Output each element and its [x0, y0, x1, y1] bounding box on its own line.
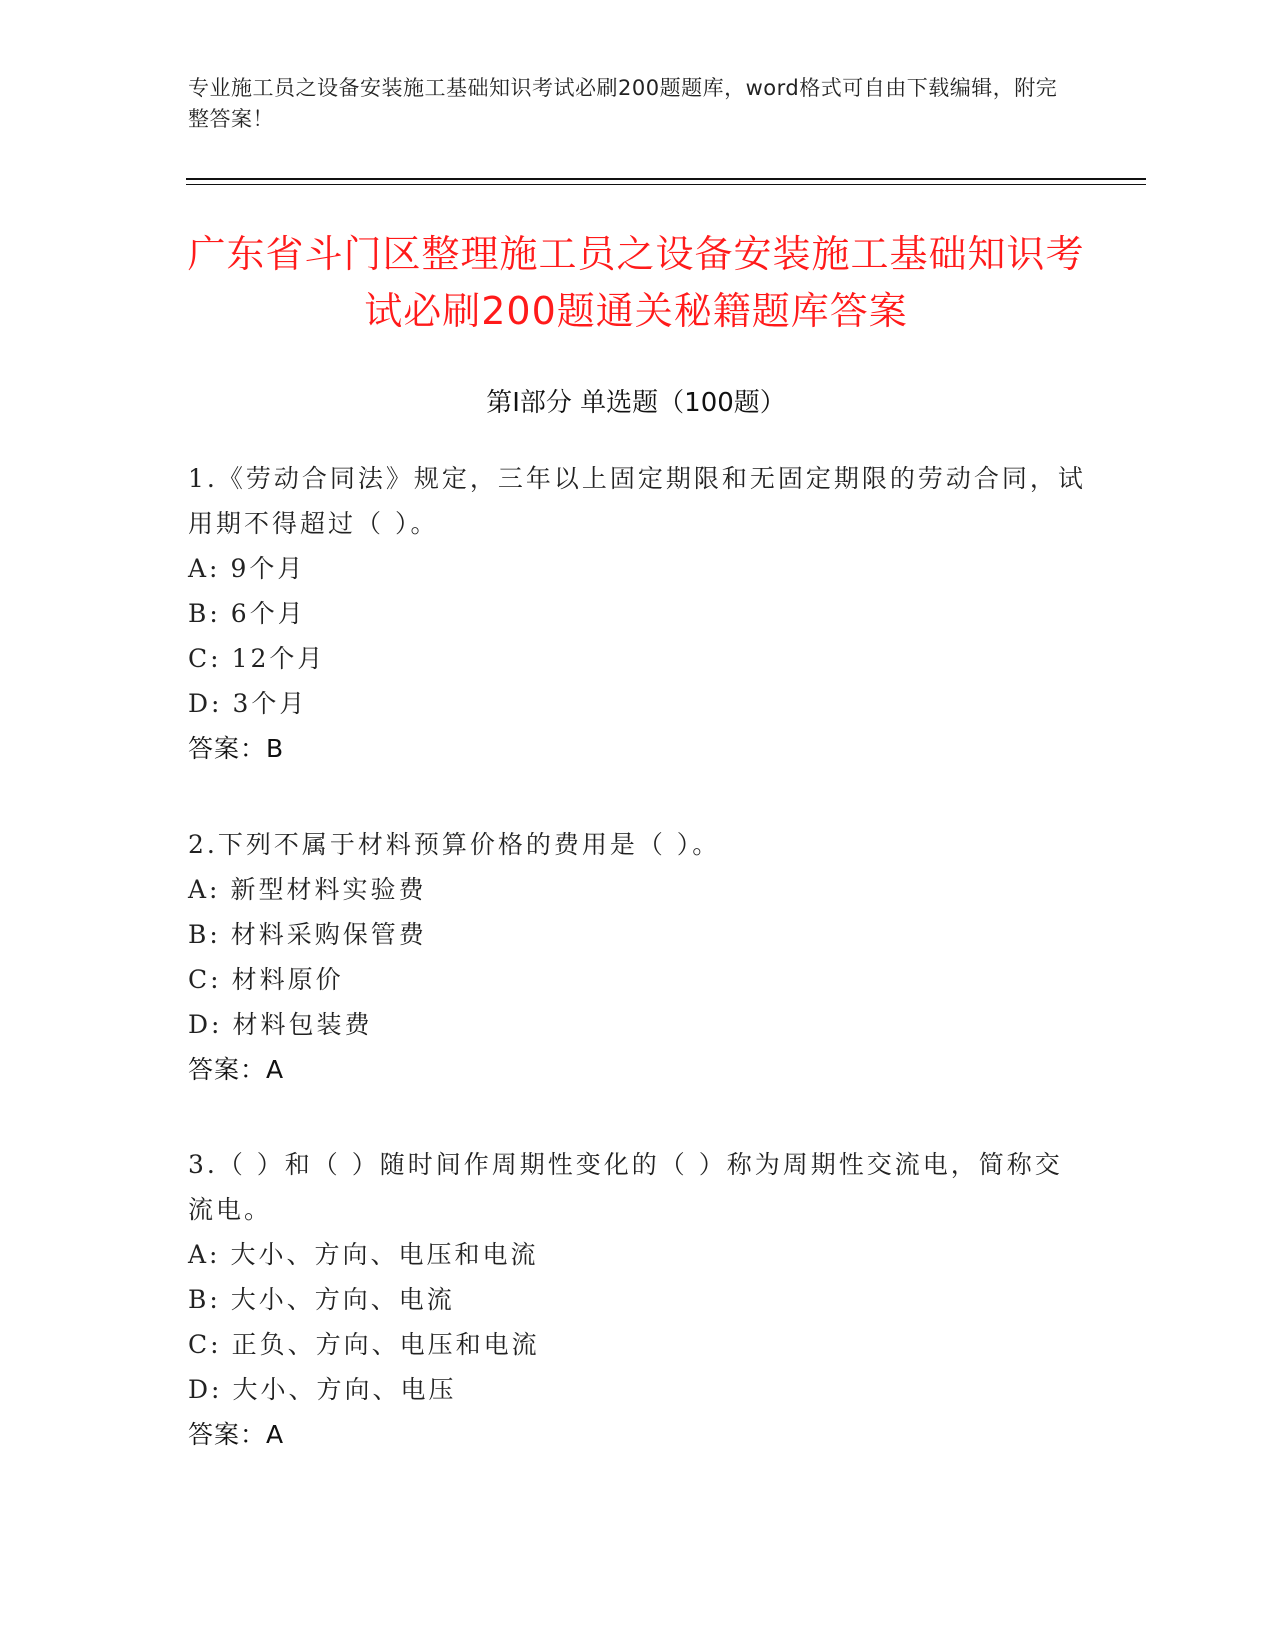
option-d: [188, 681, 1088, 726]
option-a: [188, 546, 1088, 591]
option-letter: D:: [188, 1375, 223, 1404]
option-text: 材料原价: [231, 965, 344, 994]
answer-label: 答案：B: [188, 734, 285, 763]
option-text: 6个月: [230, 599, 306, 628]
question-stem: 1.《劳动合同法》规定，三年以上固定期限和无固定期限的劳动合同，试用期不得超过（ ）。: [188, 464, 1086, 538]
option-b: [188, 1277, 1088, 1322]
answer-label: 答案：A: [188, 1055, 285, 1084]
option-d: [188, 1367, 1088, 1412]
option-text: 大小、方向、电压: [232, 1375, 457, 1404]
option-text: 材料采购保管费: [230, 920, 427, 949]
option-letter: B:: [188, 1285, 221, 1314]
option-text: 大小、方向、电流: [230, 1285, 455, 1314]
option-letter: A:: [188, 554, 221, 583]
option-b: [188, 912, 1088, 957]
option-c: [188, 636, 1088, 681]
option-text: 12个月: [231, 644, 326, 673]
header-divider-thick: [186, 178, 1146, 180]
document-title: 广东省斗门区整理施工员之设备安装施工基础知识考试必刷200题通关秘籍题库答案: [187, 232, 1085, 333]
header-note: 专业施工员之设备安装施工基础知识考试必刷200题题库，word格式可自由下载编辑，附完整答案！: [188, 76, 1058, 131]
option-a: [188, 867, 1088, 912]
option-text: 材料包装费: [232, 1010, 373, 1039]
option-text: 大小、方向、电压和电流: [230, 1240, 539, 1269]
option-letter: B:: [188, 920, 221, 949]
option-letter: C:: [188, 1330, 222, 1359]
option-letter: A:: [188, 875, 221, 904]
header-divider-thin: [186, 184, 1146, 185]
question-stem: 2.下列不属于材料预算价格的费用是（ ）。: [188, 830, 721, 859]
option-letter: C:: [188, 644, 222, 673]
option-letter: C:: [188, 965, 222, 994]
option-c: [188, 957, 1088, 1002]
option-text: 3个月: [232, 689, 308, 718]
question-3: [188, 1142, 1088, 1457]
question-1: [188, 456, 1088, 771]
option-letter: A:: [188, 1240, 221, 1269]
option-text: 9个月: [230, 554, 306, 583]
option-text: 正负、方向、电压和电流: [231, 1330, 540, 1359]
option-c: [188, 1322, 1088, 1367]
section-title: 第I部分 单选题（100题）: [486, 388, 786, 418]
option-a: [188, 1232, 1088, 1277]
option-letter: D:: [188, 1010, 223, 1039]
option-b: [188, 591, 1088, 636]
answer-label: 答案：A: [188, 1420, 285, 1449]
option-d: [188, 1002, 1088, 1047]
option-text: 新型材料实验费: [230, 875, 427, 904]
option-letter: D:: [188, 689, 223, 718]
question-2: [188, 822, 1088, 1092]
option-letter: B:: [188, 599, 221, 628]
question-stem: 3.（ ）和（ ）随时间作周期性变化的（ ）称为周期性交流电，简称交流电。: [188, 1150, 1063, 1224]
